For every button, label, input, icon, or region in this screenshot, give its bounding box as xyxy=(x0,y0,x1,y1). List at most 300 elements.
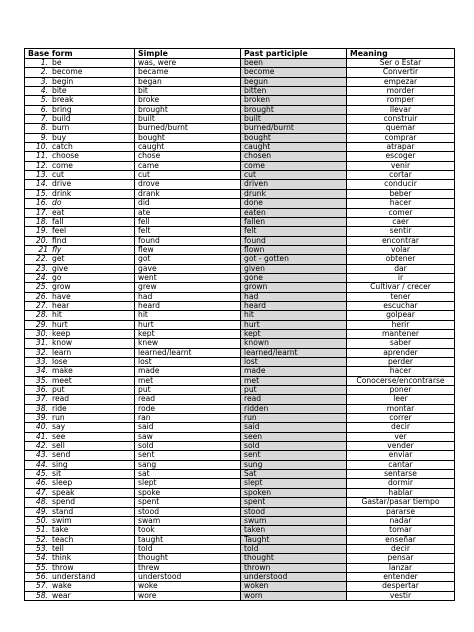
simple-past-cell: got xyxy=(135,255,241,264)
row-number: 38. xyxy=(35,404,48,413)
row-number: 39. xyxy=(35,413,48,423)
row-number: 52. xyxy=(35,535,48,544)
table-row xyxy=(25,152,455,161)
table-row xyxy=(25,96,455,105)
base-form-cell xyxy=(25,180,135,189)
table-row xyxy=(25,329,455,338)
past-participle-cell: broken xyxy=(241,96,347,105)
meaning-cell: cantar xyxy=(347,460,455,469)
table-header-row xyxy=(25,49,455,59)
table-row xyxy=(25,376,455,385)
past-participle-cell: come xyxy=(241,161,347,170)
past-participle-cell: cut xyxy=(241,171,347,180)
row-number: 47. xyxy=(35,488,48,497)
header-base-form: Base form xyxy=(25,49,135,59)
simple-past-cell: met xyxy=(135,376,241,385)
row-number: 45. xyxy=(35,469,48,479)
base-form-cell xyxy=(25,451,135,460)
row-number: 50. xyxy=(35,516,48,525)
base-form-text: bring xyxy=(52,105,72,114)
simple-past-cell: bought xyxy=(135,133,241,142)
meaning-cell: perder xyxy=(347,358,455,367)
meaning-cell: decir xyxy=(347,544,455,553)
row-number: 37. xyxy=(35,394,48,404)
row-number: 20. xyxy=(35,236,48,245)
table-row xyxy=(25,245,455,254)
meaning-cell: Gastar/pasar tiempo xyxy=(347,498,455,507)
simple-past-cell: gave xyxy=(135,264,241,273)
row-number: 26. xyxy=(35,292,48,301)
meaning-cell: venir xyxy=(347,161,455,170)
past-participle-cell: learned/learnt xyxy=(241,348,347,357)
past-participle-cell: flown xyxy=(241,245,347,254)
base-form-cell xyxy=(25,320,135,329)
past-participle-cell: told xyxy=(241,544,347,553)
row-number: 32. xyxy=(35,348,48,357)
base-form-text: wear xyxy=(52,591,71,600)
simple-past-cell: hit xyxy=(135,311,241,320)
table-row xyxy=(25,283,455,292)
row-number: 6. xyxy=(40,105,48,114)
simple-past-cell: had xyxy=(135,292,241,301)
simple-past-cell: threw xyxy=(135,563,241,572)
meaning-cell: sentarse xyxy=(347,470,455,479)
base-form-text: know xyxy=(52,338,73,348)
simple-past-cell: broke xyxy=(135,96,241,105)
table-row xyxy=(25,68,455,77)
table-row xyxy=(25,77,455,86)
base-form-text: hear xyxy=(52,301,70,310)
base-form-text: choose xyxy=(52,151,79,161)
base-form-cell xyxy=(25,301,135,310)
irregular-verbs-table xyxy=(24,48,455,601)
row-number: 49. xyxy=(35,507,48,516)
base-form-text: send xyxy=(52,450,71,460)
table-row xyxy=(25,199,455,208)
simple-past-cell: cut xyxy=(135,171,241,180)
meaning-cell: encontrar xyxy=(347,236,455,245)
past-participle-cell: grown xyxy=(241,283,347,292)
row-number: 58. xyxy=(35,591,48,600)
simple-past-cell: began xyxy=(135,77,241,86)
base-form-cell xyxy=(25,498,135,507)
simple-past-cell: sang xyxy=(135,460,241,469)
meaning-cell: dormir xyxy=(347,479,455,488)
row-number: 7. xyxy=(40,114,48,124)
base-form-text: get xyxy=(52,254,65,264)
simple-past-cell: slept xyxy=(135,479,241,488)
row-number: 23. xyxy=(35,264,48,273)
simple-past-cell: hurt xyxy=(135,320,241,329)
past-participle-cell: run xyxy=(241,414,347,423)
base-form-text: run xyxy=(52,413,65,423)
base-form-cell xyxy=(25,442,135,451)
meaning-cell: mantener xyxy=(347,329,455,338)
table-row xyxy=(25,432,455,441)
meaning-cell: dar xyxy=(347,264,455,273)
base-form-text: throw xyxy=(52,563,74,572)
irregular-verbs-table-container xyxy=(24,48,454,601)
row-number: 57. xyxy=(35,581,48,591)
table-row xyxy=(25,255,455,264)
past-participle-cell: hurt xyxy=(241,320,347,329)
base-form-cell xyxy=(25,283,135,292)
base-form-text: hit xyxy=(52,310,62,320)
past-participle-cell: gone xyxy=(241,273,347,282)
simple-past-cell: woke xyxy=(135,582,241,591)
meaning-cell: morder xyxy=(347,87,455,96)
simple-past-cell: ate xyxy=(135,208,241,217)
base-form-cell xyxy=(25,582,135,591)
meaning-cell: golpear xyxy=(347,311,455,320)
base-form-text: give xyxy=(52,264,69,273)
base-form-text: understand xyxy=(52,572,96,581)
meaning-cell: vestir xyxy=(347,591,455,600)
simple-past-cell: lost xyxy=(135,358,241,367)
meaning-cell: beber xyxy=(347,189,455,198)
table-row xyxy=(25,367,455,376)
base-form-text: keep xyxy=(52,329,71,338)
meaning-cell: poner xyxy=(347,386,455,395)
past-participle-cell: seen xyxy=(241,432,347,441)
row-number: 28. xyxy=(35,310,48,320)
row-number: 43. xyxy=(35,450,48,460)
base-form-cell xyxy=(25,516,135,525)
base-form-cell xyxy=(25,189,135,198)
table-row xyxy=(25,451,455,460)
base-form-cell xyxy=(25,68,135,77)
row-number: 35. xyxy=(35,376,48,385)
base-form-cell xyxy=(25,96,135,105)
simple-past-cell: read xyxy=(135,395,241,404)
row-number: 34. xyxy=(35,366,48,376)
past-participle-cell: slept xyxy=(241,479,347,488)
row-number: 30. xyxy=(35,329,48,338)
past-participle-cell: thrown xyxy=(241,563,347,572)
base-form-text: make xyxy=(52,366,73,376)
meaning-cell: enviar xyxy=(347,451,455,460)
base-form-text: take xyxy=(52,525,69,535)
simple-past-cell: took xyxy=(135,526,241,535)
base-form-cell xyxy=(25,105,135,114)
base-form-text: teach xyxy=(52,535,74,544)
past-participle-cell: spoken xyxy=(241,488,347,497)
past-participle-cell: Taught xyxy=(241,535,347,544)
base-form-cell xyxy=(25,208,135,217)
meaning-cell: caer xyxy=(347,217,455,226)
table-row xyxy=(25,133,455,142)
table-row xyxy=(25,563,455,572)
simple-past-cell: saw xyxy=(135,432,241,441)
base-form-text: see xyxy=(52,432,66,441)
past-participle-cell: eaten xyxy=(241,208,347,217)
past-participle-cell: understood xyxy=(241,572,347,581)
base-form-cell xyxy=(25,460,135,469)
base-form-cell xyxy=(25,414,135,423)
base-form-cell xyxy=(25,124,135,133)
table-row xyxy=(25,591,455,600)
base-form-cell xyxy=(25,535,135,544)
past-participle-cell: sung xyxy=(241,460,347,469)
table-row xyxy=(25,320,455,329)
base-form-cell xyxy=(25,77,135,86)
simple-past-cell: wore xyxy=(135,591,241,600)
table-row xyxy=(25,311,455,320)
simple-past-cell: found xyxy=(135,236,241,245)
simple-past-cell: went xyxy=(135,273,241,282)
meaning-cell: herir xyxy=(347,320,455,329)
base-form-cell xyxy=(25,199,135,208)
table-row xyxy=(25,59,455,68)
row-number: 25. xyxy=(35,282,48,292)
past-participle-cell: begun xyxy=(241,77,347,86)
past-participle-cell: had xyxy=(241,292,347,301)
past-participle-cell: worn xyxy=(241,591,347,600)
meaning-cell: ver xyxy=(347,432,455,441)
past-participle-cell: been xyxy=(241,59,347,68)
meaning-cell: Conocerse/encontrarse xyxy=(347,376,455,385)
base-form-cell xyxy=(25,488,135,497)
base-form-text: wake xyxy=(52,581,72,591)
past-participle-cell: fallen xyxy=(241,217,347,226)
past-participle-cell: met xyxy=(241,376,347,385)
simple-past-cell: spoke xyxy=(135,488,241,497)
base-form-text: sleep xyxy=(52,478,73,488)
table-row xyxy=(25,208,455,217)
simple-past-cell: made xyxy=(135,367,241,376)
base-form-text: fall xyxy=(52,217,64,226)
past-participle-cell: caught xyxy=(241,143,347,152)
row-number: 17. xyxy=(35,208,48,217)
meaning-cell: leer xyxy=(347,395,455,404)
past-participle-cell: made xyxy=(241,367,347,376)
simple-past-cell: fell xyxy=(135,217,241,226)
past-participle-cell: ridden xyxy=(241,404,347,413)
meaning-cell: lanzar xyxy=(347,563,455,572)
simple-past-cell: stood xyxy=(135,507,241,516)
meaning-cell: nadar xyxy=(347,516,455,525)
table-row xyxy=(25,171,455,180)
table-row xyxy=(25,572,455,581)
meaning-cell: hablar xyxy=(347,488,455,497)
simple-past-cell: flew xyxy=(135,245,241,254)
past-participle-cell: hit xyxy=(241,311,347,320)
row-number: 15. xyxy=(35,189,48,198)
simple-past-cell: spent xyxy=(135,498,241,507)
base-form-text: stand xyxy=(52,507,74,516)
base-form-cell xyxy=(25,152,135,161)
simple-past-cell: did xyxy=(135,199,241,208)
base-form-cell xyxy=(25,386,135,395)
table-row xyxy=(25,124,455,133)
base-form-text: sell xyxy=(52,441,65,451)
base-form-text: burn xyxy=(52,123,70,133)
table-row xyxy=(25,227,455,236)
row-number: 10. xyxy=(35,142,48,152)
simple-past-cell: put xyxy=(135,386,241,395)
meaning-cell: comer xyxy=(347,208,455,217)
row-number: 13. xyxy=(35,170,48,180)
header-simple: Simple xyxy=(135,49,241,59)
meaning-cell: hacer xyxy=(347,367,455,376)
meaning-cell: Convertir xyxy=(347,68,455,77)
table-row xyxy=(25,554,455,563)
simple-past-cell: swam xyxy=(135,516,241,525)
past-participle-cell: stood xyxy=(241,507,347,516)
row-number: 48. xyxy=(35,497,48,507)
simple-past-cell: heard xyxy=(135,301,241,310)
base-form-cell xyxy=(25,87,135,96)
base-form-cell xyxy=(25,264,135,273)
row-number: 11. xyxy=(35,151,48,161)
past-participle-cell: chosen xyxy=(241,152,347,161)
base-form-cell xyxy=(25,591,135,600)
base-form-cell xyxy=(25,227,135,236)
base-form-cell xyxy=(25,339,135,348)
table-row xyxy=(25,87,455,96)
base-form-text: do xyxy=(52,198,62,208)
past-participle-cell: thought xyxy=(241,554,347,563)
base-form-cell xyxy=(25,395,135,404)
past-participle-cell: put xyxy=(241,386,347,395)
base-form-cell xyxy=(25,563,135,572)
base-form-cell xyxy=(25,311,135,320)
row-number: 21 xyxy=(38,245,48,254)
simple-past-cell: became xyxy=(135,68,241,77)
base-form-cell xyxy=(25,470,135,479)
row-number: 1. xyxy=(40,58,48,67)
simple-past-cell: said xyxy=(135,423,241,432)
table-row xyxy=(25,498,455,507)
table-row xyxy=(25,460,455,469)
simple-past-cell: learned/learnt xyxy=(135,348,241,357)
base-form-text: find xyxy=(52,236,67,245)
simple-past-cell: was, were xyxy=(135,59,241,68)
simple-past-cell: brought xyxy=(135,105,241,114)
past-participle-cell: sent xyxy=(241,451,347,460)
table-row xyxy=(25,470,455,479)
base-form-cell xyxy=(25,161,135,170)
base-form-cell xyxy=(25,273,135,282)
base-form-cell xyxy=(25,376,135,385)
simple-past-cell: grew xyxy=(135,283,241,292)
table-row xyxy=(25,395,455,404)
base-form-cell xyxy=(25,245,135,254)
meaning-cell: construir xyxy=(347,115,455,124)
past-participle-cell: lost xyxy=(241,358,347,367)
table-row xyxy=(25,217,455,226)
row-number: 9. xyxy=(40,133,48,142)
base-form-cell xyxy=(25,348,135,357)
base-form-cell xyxy=(25,404,135,413)
row-number: 27. xyxy=(35,301,48,310)
base-form-cell xyxy=(25,236,135,245)
meaning-cell: sentir xyxy=(347,227,455,236)
table-row xyxy=(25,442,455,451)
table-row xyxy=(25,507,455,516)
base-form-cell xyxy=(25,255,135,264)
row-number: 51. xyxy=(35,525,48,535)
past-participle-cell: heard xyxy=(241,301,347,310)
past-participle-cell: known xyxy=(241,339,347,348)
table-row xyxy=(25,488,455,497)
base-form-text: become xyxy=(52,67,83,77)
base-form-text: hurt xyxy=(52,320,68,329)
header-meaning: Meaning xyxy=(347,49,455,59)
base-form-text: tell xyxy=(52,544,64,553)
past-participle-cell: got - gotten xyxy=(241,255,347,264)
table-row xyxy=(25,264,455,273)
base-form-text: spend xyxy=(52,497,76,507)
meaning-cell: cortar xyxy=(347,171,455,180)
base-form-text: learn xyxy=(52,348,72,357)
past-participle-cell: built xyxy=(241,115,347,124)
base-form-text: bite xyxy=(52,86,67,96)
base-form-text: lose xyxy=(52,357,68,366)
simple-past-cell: told xyxy=(135,544,241,553)
past-participle-cell: woken xyxy=(241,582,347,591)
meaning-cell: atrapar xyxy=(347,143,455,152)
row-number: 3. xyxy=(40,77,48,86)
header-past-participle: Past participle xyxy=(241,49,347,59)
table-row xyxy=(25,526,455,535)
base-form-cell xyxy=(25,479,135,488)
row-number: 40. xyxy=(35,422,48,432)
base-form-cell xyxy=(25,143,135,152)
simple-past-cell: built xyxy=(135,115,241,124)
base-form-cell xyxy=(25,329,135,338)
meaning-cell: empezar xyxy=(347,77,455,86)
base-form-text: go xyxy=(52,273,62,282)
meaning-cell: tomar xyxy=(347,526,455,535)
base-form-text: read xyxy=(52,394,70,404)
base-form-text: swim xyxy=(52,516,72,525)
base-form-cell xyxy=(25,554,135,563)
row-number: 44. xyxy=(35,460,48,469)
meaning-cell: volar xyxy=(347,245,455,254)
base-form-text: meet xyxy=(52,376,72,385)
simple-past-cell: sent xyxy=(135,451,241,460)
base-form-text: feel xyxy=(52,226,67,236)
table-row xyxy=(25,516,455,525)
table-row xyxy=(25,404,455,413)
table-row xyxy=(25,143,455,152)
table-row xyxy=(25,115,455,124)
base-form-text: have xyxy=(52,292,71,301)
meaning-cell: montar xyxy=(347,404,455,413)
past-participle-cell: taken xyxy=(241,526,347,535)
base-form-cell xyxy=(25,171,135,180)
base-form-cell xyxy=(25,432,135,441)
table-row xyxy=(25,386,455,395)
past-participle-cell: bought xyxy=(241,133,347,142)
meaning-cell: Cultivar / crecer xyxy=(347,283,455,292)
simple-past-cell: rode xyxy=(135,404,241,413)
base-form-text: begin xyxy=(52,77,74,86)
simple-past-cell: sold xyxy=(135,442,241,451)
base-form-text: cut xyxy=(52,170,64,180)
meaning-cell: pensar xyxy=(347,554,455,563)
table-row xyxy=(25,535,455,544)
base-form-cell xyxy=(25,544,135,553)
base-form-text: come xyxy=(52,161,73,170)
simple-past-cell: knew xyxy=(135,339,241,348)
meaning-cell: escoger xyxy=(347,152,455,161)
base-form-cell xyxy=(25,423,135,432)
base-form-cell xyxy=(25,217,135,226)
meaning-cell: ir xyxy=(347,273,455,282)
past-participle-cell: bitten xyxy=(241,87,347,96)
